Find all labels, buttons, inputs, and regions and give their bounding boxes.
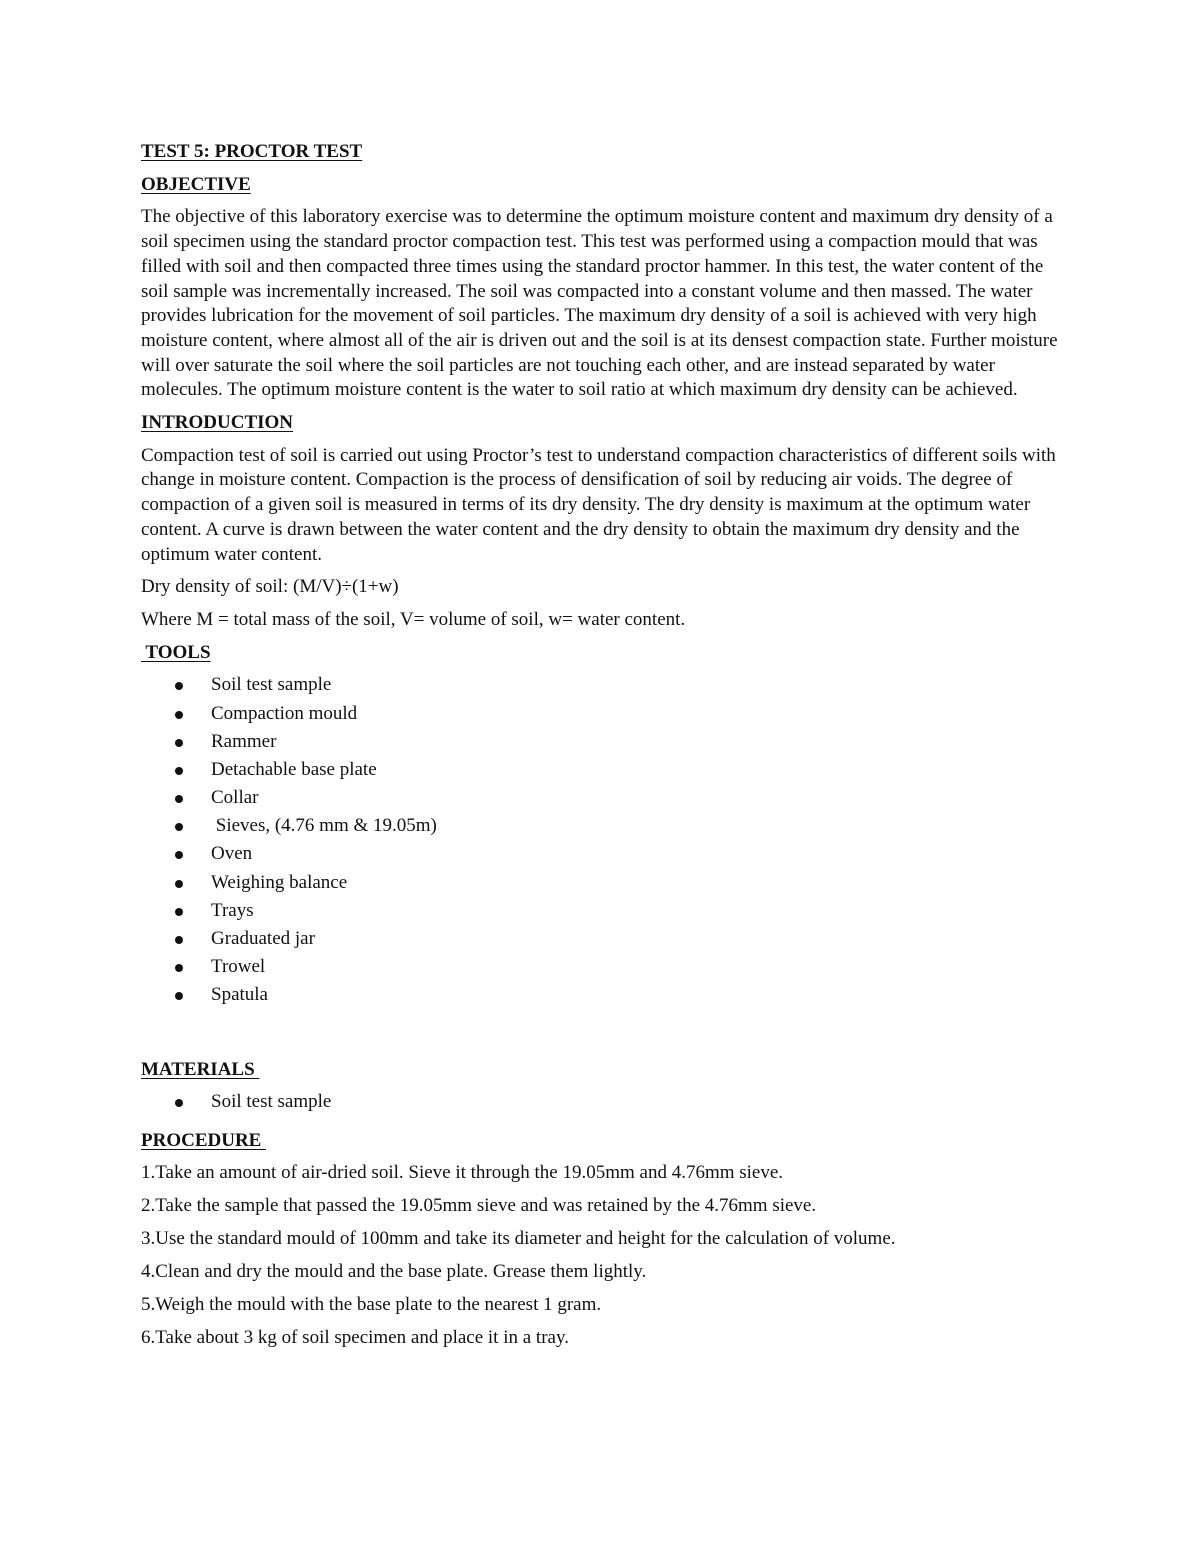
bullet-icon [175,767,183,775]
list-item-text: Graduated jar [211,928,315,950]
list-item-text: Collar [211,787,259,809]
bullet-icon [175,936,183,944]
list-item-text: Spatula [211,984,268,1006]
list-item [141,702,1061,730]
procedure-heading: PROCEDURE [141,1129,267,1151]
list-item-text: Soil test sample [211,674,332,696]
bullet-icon [175,992,183,1000]
list-item [141,983,1061,1011]
spacer [141,1119,1061,1129]
list-item-text: Trays [211,899,254,921]
formula-variables: Where M = total mass of the soil, V= volume of soil, w= water content. [141,608,686,630]
tools-list [141,673,1061,1011]
procedure-step: 4.Clean and dry the mould and the base plate. Grease them lightly. [141,1260,647,1282]
bullet-icon [175,964,183,972]
bullet-icon [175,880,183,888]
bullet-icon [175,711,183,719]
list-item-text: Detachable base plate [211,758,377,780]
list-item [141,871,1061,899]
tools-heading: TOOLS [141,641,211,663]
list-item [141,927,1061,955]
materials-heading: MATERIALS [141,1058,260,1080]
list-item [141,842,1061,870]
procedure-step: 2.Take the sample that passed the 19.05mm sieve and was retained by the 4.76mm sieve. [141,1195,817,1217]
list-item [141,730,1061,758]
list-item-text: Trowel [211,956,266,978]
list-item-text: Oven [211,843,253,865]
bullet-icon [175,795,183,803]
bullet-icon [175,682,183,690]
list-item [141,814,1061,842]
list-item [141,1090,1061,1118]
procedure-step: 1.Take an amount of air-dried soil. Sieve it through the 19.05mm and 4.76mm sieve. [141,1162,784,1184]
list-item-text: Weighing balance [211,871,348,893]
procedure-steps [141,1161,1061,1350]
list-item [141,899,1061,927]
procedure-step: 6.Take about 3 kg of soil specimen and place it in a tray. [141,1326,569,1348]
procedure-step: 3.Use the standard mould of 100mm and take its diameter and height for the calculation of volume. [141,1227,896,1249]
list-item-text: Sieves, (4.76 mm & 19.05m) [211,815,437,837]
objective-heading: OBJECTIVE [141,173,251,195]
bullet-icon [175,851,183,859]
procedure-step: 5.Weigh the mould with the base plate to the nearest 1 gram. [141,1293,602,1315]
list-item-text: Rammer [211,730,277,752]
bullet-icon [175,1099,183,1107]
objective-paragraph: The objective of this laboratory exercise was to determine the optimum moisture content and maximum dry density of a soil specimen using the standard proctor compaction test. This test was performed using a compaction mould that was filled with soil and then compacted three times using the standard proctor hammer. In this test, the water content of the soil sample was incrementally increased. The soil was compacted into a constant volume and then massed. The water provides lubrication for the movement of soil particles. The maximum dry density of a soil is achieved with very high moisture content, where almost all of the air is driven out and the soil is at its densest compaction state. Further moisture will over saturate the soil where the soil particles are not touching each other, and are instead separated by water molecules. The optimum moisture content is the water to soil ratio at which maximum dry density can be achieved. [141,206,1058,401]
dry-density-formula: Dry density of soil: (M/V)÷(1+w) [141,576,399,598]
introduction-paragraph: Compaction test of soil is carried out using Proctor’s test to understand compaction characteristics of different soils with change in moisture content. Compaction is the process of densification of soil by reducing air voids. The degree of compaction of a given soil is measured in terms of its dry density. The dry density is maximum at the optimum water content. A curve is drawn between the water content and the dry density to obtain the maximum dry density and the optimum water content. [141,444,1056,565]
document-title: TEST 5: PROCTOR TEST [141,141,363,162]
bullet-icon [175,739,183,747]
list-item [141,786,1061,814]
spacer [141,1012,1061,1058]
bullet-icon [175,908,183,916]
list-item-text: Soil test sample [211,1091,332,1113]
bullet-icon [175,823,183,831]
document-page [141,140,1061,1359]
list-item [141,673,1061,701]
list-item [141,955,1061,983]
materials-list [141,1090,1061,1118]
introduction-heading: INTRODUCTION [141,412,294,434]
list-item-text: Compaction mould [211,702,358,724]
list-item [141,758,1061,786]
